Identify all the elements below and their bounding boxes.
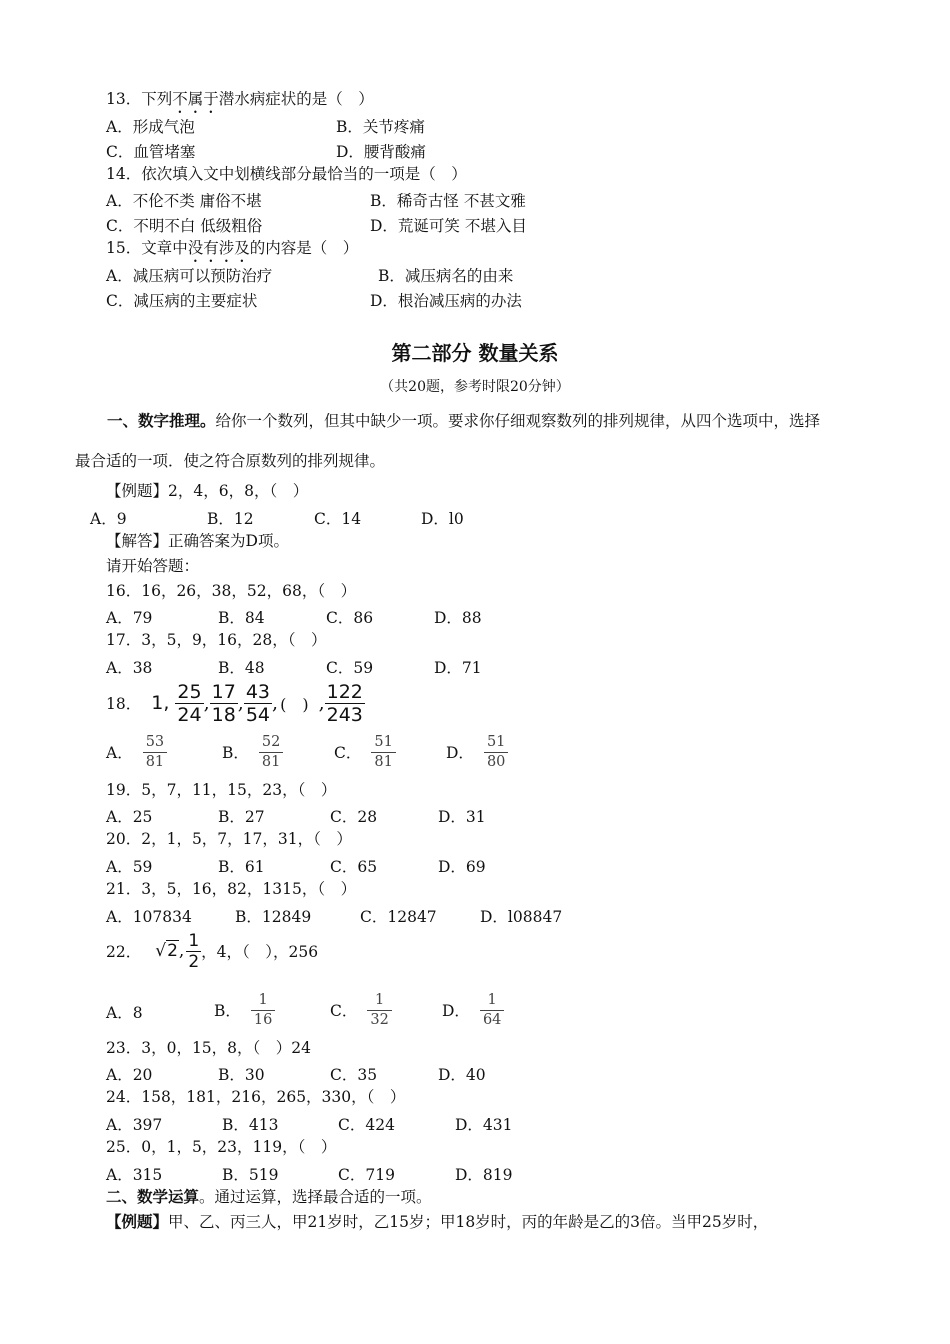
- part1-intro: 一、数字推理。给你一个数列，但其中缺少一项。要求你仔细观察数列的排列规律，从四个选项中，选择 最合适的一项．使之符合原数列的排列规律。: [75, 411, 821, 470]
- q18-fraction-3: $\frac{43}{54}$: [245, 680, 271, 726]
- q23-option-c: C．35: [330, 1066, 378, 1084]
- q24-option-b: B．413: [222, 1116, 279, 1134]
- question-20-stem: 20．2，1，5，7，17，31，（ ）: [106, 830, 352, 848]
- q16-option-a: A．79: [106, 609, 153, 627]
- q20-option-d: D．69: [438, 858, 486, 876]
- question-19-stem: 19．5，7，11，15，23，（ ）: [106, 781, 337, 799]
- q17-option-b: B．48: [218, 659, 265, 677]
- question-15-stem: 15．文章中没有涉及的内容是（ ）: [106, 239, 359, 257]
- q20-option-b: B．61: [218, 858, 265, 876]
- q23-option-a: A．20: [106, 1066, 153, 1084]
- q18-option-a: A． $\frac{53}{81}$: [106, 732, 167, 772]
- question-22-stem: 22． √2 , $\frac{1}{2}$ ，4，（ ），256: [106, 930, 319, 972]
- question-18-stem: 18． 1, $\frac{25}{24}$ , $\frac{17}{18}$ , $\frac{43}{54}$ , ( ) , $\frac{122}{243}$: [106, 680, 363, 726]
- q22-sqrt: √2: [155, 941, 178, 961]
- example-option-d: D．l0: [421, 510, 464, 528]
- q22-option-a: A．8: [106, 1004, 143, 1022]
- q17-option-d: D．71: [434, 659, 482, 677]
- q14-option-d: D．荒诞可笑 不堪入目: [370, 217, 527, 235]
- question-21-stem: 21．3，5，16，82，1315，（ ）: [106, 880, 357, 898]
- q25-option-b: B．519: [222, 1166, 279, 1184]
- example-option-c: C．14: [314, 510, 362, 528]
- q18-option-b: B． $\frac{52}{81}$: [222, 732, 283, 772]
- part2-example: 【例题】甲、乙、丙三人，甲21岁时，乙15岁；甲18岁时，丙的年龄是乙的3倍。当甲25岁时，: [106, 1212, 769, 1231]
- example-option-b: B．12: [207, 510, 254, 528]
- section-title: 第二部分 数量关系: [391, 341, 559, 365]
- q21-option-c: C．12847: [360, 908, 437, 926]
- q15-option-b: B．减压病名的由来: [378, 267, 514, 285]
- q17-option-c: C．59: [326, 659, 374, 677]
- q14-option-c: C．不明不白 低级粗俗: [106, 217, 263, 235]
- q20-option-c: C．65: [330, 858, 378, 876]
- question-23-stem: 23．3，0，15，8，（ ）24: [106, 1039, 312, 1057]
- q15-option-d: D．根治减压病的办法: [370, 292, 522, 310]
- q25-option-d: D．819: [455, 1166, 513, 1184]
- q13-option-d: D．腰背酸痛: [336, 143, 426, 161]
- q21-option-a: A．107834: [106, 908, 192, 926]
- q24-option-d: D．431: [455, 1116, 513, 1134]
- q22-option-b: B． $\frac{1}{16}$: [214, 990, 275, 1030]
- q18-option-d: D． $\frac{51}{80}$: [446, 732, 508, 772]
- q16-option-b: B．84: [218, 609, 265, 627]
- question-13-stem: 13．下列不属于潜水病症状的是（ ）: [106, 90, 374, 108]
- question-24-stem: 24．158，181，216，265，330，（ ）: [106, 1088, 406, 1106]
- q18-option-c: C． $\frac{51}{81}$: [334, 732, 396, 772]
- example-answer: 【解答】正确答案为D项。: [106, 532, 289, 550]
- q21-option-b: B．12849: [235, 908, 312, 926]
- q22-option-d: D． $\frac{1}{64}$: [442, 990, 504, 1030]
- q22-fraction: $\frac{1}{2}$: [188, 930, 200, 972]
- q19-option-c: C．28: [330, 808, 378, 826]
- q15-option-c: C．减压病的主要症状: [106, 292, 258, 310]
- q16-option-d: D．88: [434, 609, 482, 627]
- q18-fraction-4: $\frac{122}{243}$: [326, 680, 363, 726]
- q24-option-a: A．397: [106, 1116, 163, 1134]
- q19-option-d: D．31: [438, 808, 486, 826]
- q23-option-d: D．40: [438, 1066, 486, 1084]
- q15-option-a: A．减压病可以预防治疗: [106, 267, 273, 285]
- q23-option-b: B．30: [218, 1066, 265, 1084]
- q20-option-a: A．59: [106, 858, 153, 876]
- q14-option-b: B．稀奇古怪 不甚文雅: [370, 192, 526, 210]
- q19-option-b: B．27: [218, 808, 265, 826]
- q22-option-c: C． $\frac{1}{32}$: [330, 990, 392, 1030]
- question-14-stem: 14．依次填入文中划横线部分最恰当的一项是（ ）: [106, 165, 467, 183]
- question-25-stem: 25．0，1，5，23，119，（ ）: [106, 1138, 337, 1156]
- q19-option-a: A．25: [106, 808, 153, 826]
- example-option-a: A．9: [90, 510, 127, 528]
- start-prompt: 请开始答题：: [106, 557, 200, 575]
- q24-option-c: C．424: [338, 1116, 395, 1134]
- q21-option-d: D．l08847: [480, 908, 563, 926]
- q13-option-a: A．形成气泡: [106, 118, 195, 136]
- q18-fraction-2: $\frac{17}{18}$: [211, 680, 236, 726]
- q25-option-a: A．315: [106, 1166, 163, 1184]
- q13-option-c: C．血管堵塞: [106, 143, 196, 161]
- question-16-stem: 16．16，26，38，52，68，（ ）: [106, 582, 357, 600]
- q18-fraction-1: $\frac{25}{24}$: [177, 680, 202, 726]
- q16-option-c: C．86: [326, 609, 374, 627]
- question-17-stem: 17．3，5，9，16，28，（ ）: [106, 631, 327, 649]
- q13-option-b: B．关节疼痛: [336, 118, 425, 136]
- section-subtitle: （共20题，参考时限20分钟）: [380, 379, 570, 395]
- q17-option-a: A．38: [106, 659, 153, 677]
- part2-heading: 二、数学运算。通过运算，选择最合适的一项。: [106, 1187, 432, 1206]
- q25-option-c: C．719: [338, 1166, 395, 1184]
- q14-option-a: A．不伦不类 庸俗不堪: [106, 192, 262, 210]
- example-stem: 【例题】2，4，6，8，（ ）: [106, 482, 309, 500]
